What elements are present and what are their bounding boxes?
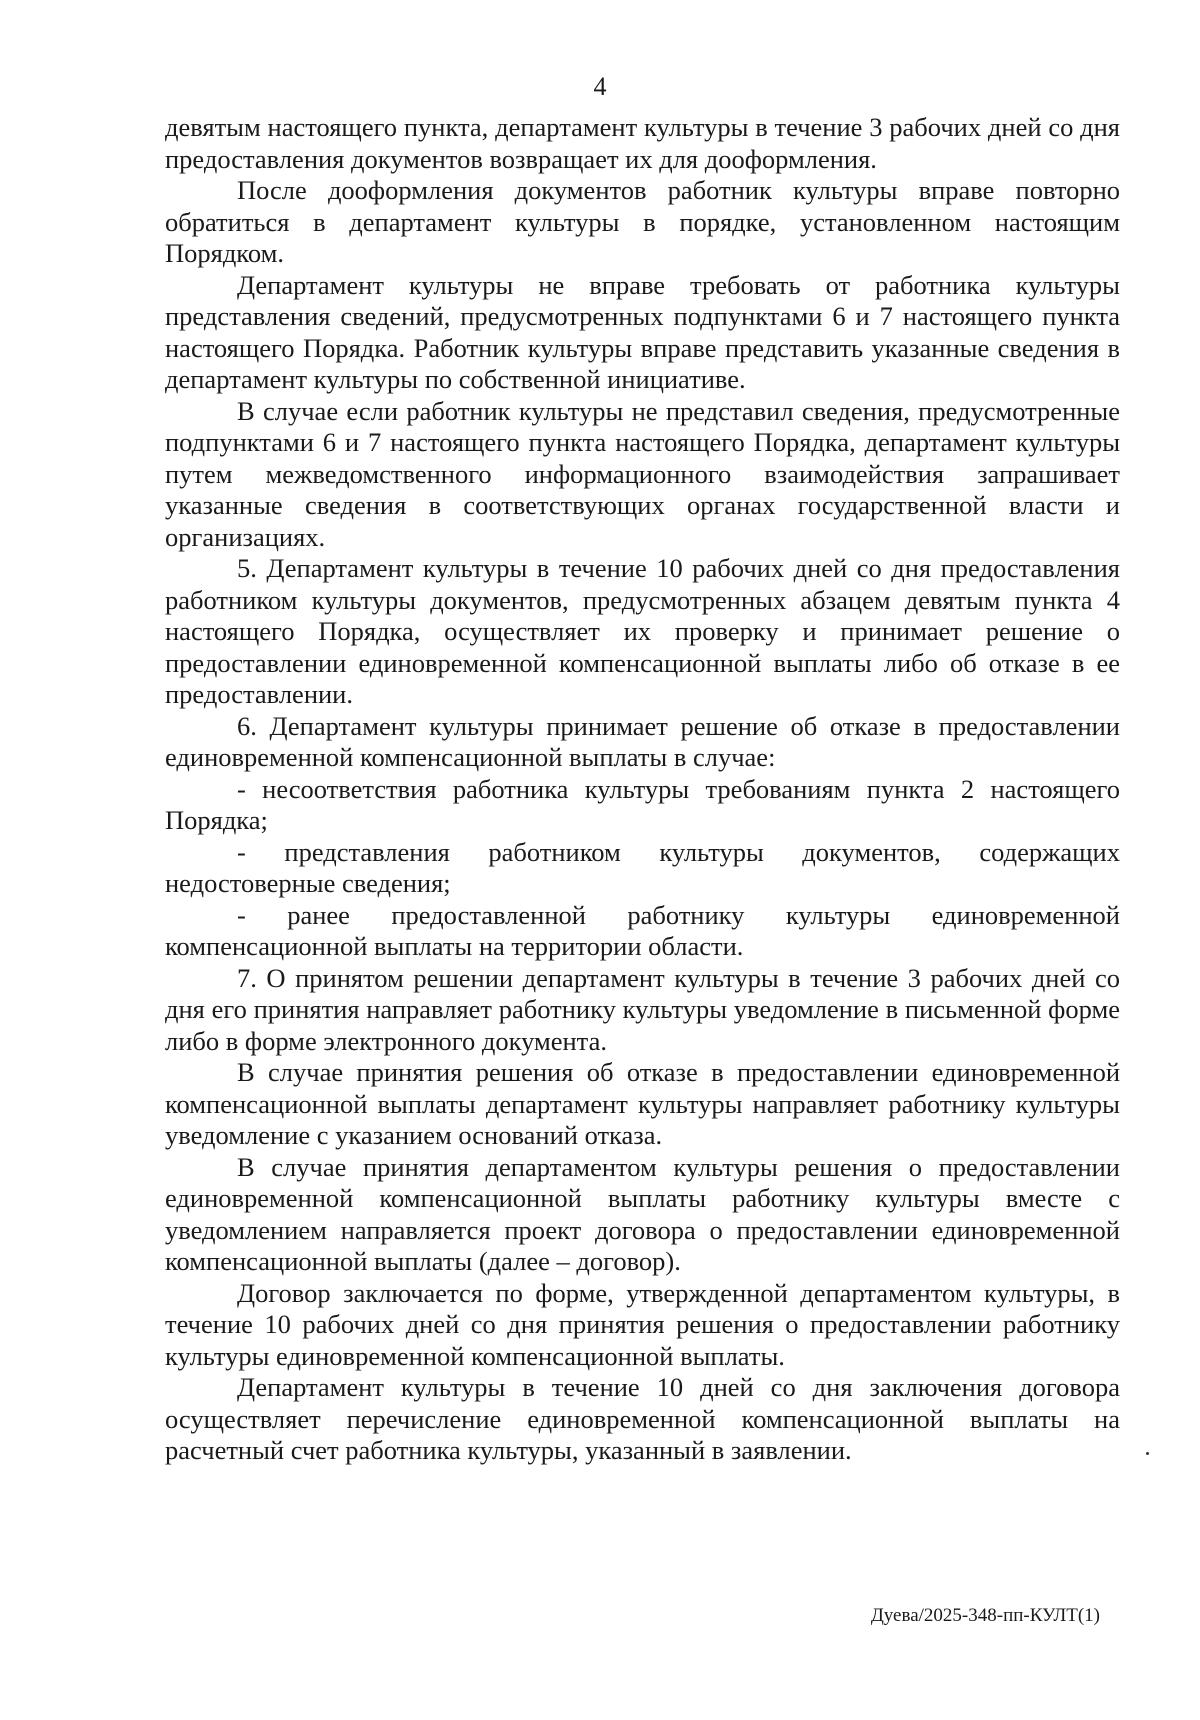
paragraph: Договор заключается по форме, утвержденной департаментом культуры, в течение 10 рабочих дней со дня принятия решения о предоставлении работнику культуры единовременной компенсационной выплаты. [165, 1277, 1120, 1371]
paragraph: 7. О принятом решении департамент культуры в течение 3 рабочих дней со дня его принятия направляет работнику культуры уведомление в письменной форме либо в форме электронного документа. [165, 962, 1120, 1056]
paragraph: Департамент культуры в течение 10 дней со дня заключения договора осуществляет перечисление единовременной компенсационной выплаты на расчетный счет работника культуры, указанный в заявлении. [165, 1372, 1120, 1465]
document-body [165, 112, 1120, 1467]
paragraph: 5. Департамент культуры в течение 10 рабочих дней со дня предоставления работником культуры документов, предусмотренных абзацем девятым пункта 4 настоящего Порядка, осуществляет их проверку и принимает решение о предоставлении единовременной компенсационной выплаты либо об отказе в ее предоставлении. [165, 553, 1120, 709]
paragraph: После дооформления документов работник культуры вправе повторно обратиться в департамент культуры в порядке, установленном настоящим Порядком. [165, 175, 1120, 268]
paragraph: 6. Департамент культуры принимает решение об отказе в предоставлении единовременной компенсационной выплаты в случае: [165, 710, 1120, 772]
paragraph: В случае если работник культуры не представил сведения, предусмотренные подпунктами 6 и 7 настоящего пункта настоящего Порядка, департамент культуры путем межведомственного информационного взаимодействия запрашивает указанные сведения в соответствующих органах государственной власти и организациях. [165, 395, 1120, 552]
document-code: Дуева/2025-348-пп-КУЛТ(1) [870, 1605, 1100, 1626]
paragraph: В случае принятия департаментом культуры решения о предоставлении единовременной компенсационной выплаты работнику культуры вместе с уведомлением направляется проект договора о предоставлении единовременной компенсационной выплаты (далее – договор). [165, 1151, 1120, 1276]
list-item: - несоответствия работника культуры требованиям пункта 2 настоящего Порядка; [165, 773, 1120, 835]
paragraph: девятым настоящего пункта, департамент культуры в течение 3 рабочих дней со дня предоставления документов возвращает их для дооформления. [165, 112, 1120, 174]
list-item: - представления работником культуры документов, содержащих недостоверные сведения; [165, 836, 1120, 898]
list-item: - ранее предоставленной работнику культуры единовременной компенсационной выплаты на территории области. [165, 899, 1120, 961]
scan-speck [1146, 1452, 1149, 1455]
paragraph: В случае принятия решения об отказе в предоставлении единовременной компенсационной выплаты департамент культуры направляет работнику культуры уведомление с указанием оснований отказа. [165, 1057, 1120, 1150]
paragraph: Департамент культуры не вправе требовать от работника культуры представления сведений, предусмотренных подпунктами 6 и 7 настоящего пункта настоящего Порядка. Работник культуры вправе представить указанные сведения в департамент культуры по собственной инициативе. [165, 269, 1120, 394]
page-number: 4 [593, 72, 607, 101]
